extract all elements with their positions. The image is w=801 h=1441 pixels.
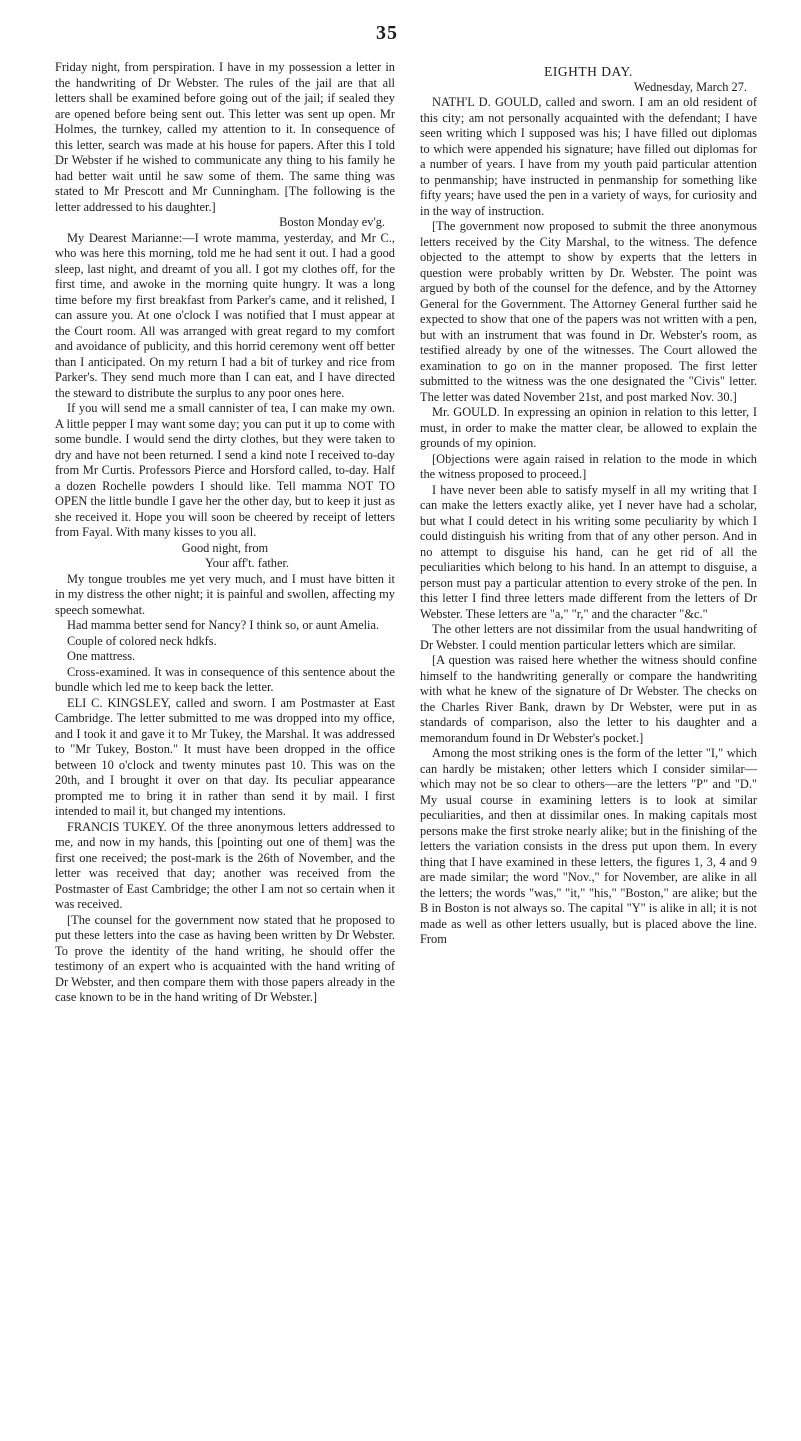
paragraph: Cross-examined. It was in consequence of this sentence about the bundle which led me to keep back the letter. xyxy=(55,664,395,694)
paragraph: Friday night, from perspiration. I have in my possession a letter in the handwriting of Dr Webster. The rules of the jail are that all letters shall be examined before going out of the jail; if sealed they are opened before being sent out. This letter was sent up open. Mr Holmes, the turnkey, called my attention to it. In consequence of this letter, search was made at his house for papers. After this I told Dr Webster if he wished to communicate any thing to his family he had better wait until he saw some of them. The same thing was stated to Mr Prescott and Mr Cunningham. [The following is the letter addressed to his daughter.] xyxy=(55,60,395,214)
paragraph: The other letters are not dissimilar from the usual handwriting of Dr Webster. I could mention particular letters which are similar. xyxy=(420,622,757,652)
letter-body: My Dearest Marianne:—I wrote mamma, yesterday, and Mr C., who was here this morning, told me he had sent it out. I had a good sleep, last night, and dreamt of you all. I got my clothes off, for the first time, and awoke in the morning quite hungry. It was a long time before my first breakfast from Parker's came, and it relished, I can assure you. At one o'clock I was notified that I must appear at the Court room. All was arranged with great regard to my comfort and avoidance of publicity, and this horrid ceremony went off better than I anticipated. On my return I had a bit of turkey and rice from Parker's. They send much more than I can eat, and I have directed the steward to distribute the surplus to any poor ones here. xyxy=(55,230,395,400)
letter-postscript: Couple of colored neck hdkfs. xyxy=(67,633,217,648)
letter-postscript: One mattress. xyxy=(67,649,136,663)
paragraph: [The counsel for the government now stated that he proposed to put these letters into the case as having been written by Dr Webster. To prove the identity of the hand writing, he should offer the testimony of an expert who is acquainted with the hand writing of Dr Webster, and then compare them with those papers already in the case known to be in the hand writing of Dr Webster.] xyxy=(55,912,395,1004)
paragraph: NATH'L D. GOULD, called and sworn. I am an old resident of this city; am not personally acquainted with the defendant; I have seen writing which I supposed was his; I have filled out diplomas to which were appended his signature; have filled out diplomas for a number of years. I have from my youth paid particular attention to penmanship; have instructed in penmanship for something like fifty years; have used the pen in a variety of ways, for curiosity and in the way of instruction. xyxy=(420,95,757,218)
letter-body: If you will send me a small cannister of tea, I can make my own. A little pepper I may want some day; you can put it up to come with some bundle. I would send the dirty clothes, but they were taken to dry and have not been returned. I send a kind note I received to-day from Mr Curtis. Professors Pierce and Horsford called, to-day. Half a dozen Rochelle powders I should like. Tell mamma NOT TO OPEN the little bundle I gave her the other day, but to keep it just as she received it. Hope you will soon be cheered by receipt of letters from Fayal. With many kisses to you all. xyxy=(55,401,395,539)
letter-closing: Good night, from xyxy=(181,540,269,555)
paragraph: ELI C. KINGSLEY, called and sworn. I am Postmaster at East Cambridge. The letter submitted to me was dropped into my office, and I took it and gave it to Mr Tukey, the Marshal. It was addressed to "Mr Tukey, Boston." It must have been dropped in the office between 10 o'clock and twenty minutes past 10. This was on the 20th, and I brought it over on that day. Its peculiar appearance prompted me to bring it in rather than send it by mail. I first intended to mail it, but changed my intentions. xyxy=(55,695,395,818)
letter-postscript: Had mamma better send for Nancy? I think so, or aunt Amelia. xyxy=(67,618,380,632)
left-column xyxy=(55,60,395,1006)
letter-postscript: My tongue troubles me yet very much, and I must have bitten it in my distress the other night; it is painful and swollen, affecting my speech somewhat. xyxy=(55,571,395,617)
paragraph: Mr. GOULD. In expressing an opinion in relation to this letter, I must, in order to make the matter clear, be allowed to explain the grounds of my opinion. xyxy=(420,405,757,450)
paragraph: I have never been able to satisfy myself in all my writing that I can make the letters exactly alike, yet I never have had a scholar, but what I could detect in his writing some peculiarity by which I could distinguish his writing from that of any other person. And in no attempt to disguise his hand, can he get rid of all the peculiarities which belong to his hand. In an attempt to disguise, a person must pay a particular attention to every stroke of the pen. In this letter I find three letters made different from the letters of Dr Webster. These letters are "a," "r," and the character "&c." xyxy=(420,482,757,621)
page-number: 35 xyxy=(376,22,398,44)
letter-signature: Your aff't. father. xyxy=(205,556,290,570)
paragraph: [A question was raised here whether the witness should confine himself to the handwriting generally or compare the handwriting with what he knew of the signature of Dr Webster. The checks on the Charles River Bank, drawn by Dr Webster, were put in as standards of comparison, also the letter to his daughter and a memorandum found in Dr Webster's pocket.] xyxy=(420,653,757,745)
paragraph: [Objections were again raised in relation to the mode in which the witness proposed to proceed.] xyxy=(420,451,757,481)
section-dateline: Wednesday, March 27. xyxy=(633,79,747,94)
paragraph: Among the most striking ones is the form of the letter "I," which can hardly be mistaken; other letters which I consider similar—which may not be so clear to others—are the letters "P" and "D." My usual course in examining letters is to look at similar peculiarities, and then at dissimilar ones. In making capitals most persons make the first stroke nearly alike; but in the finishing of the letters the variation consists in the dress put upon them. In every thing that I have examined in these letters, the figures 1, 3, 4 and 9 are made similar; the word "Nov.," for November, are alike in all the letters; the words "was," "it," "his," "Boston," are alike; but the B in Boston is not always so. The capital "Y" is alike in all; it is not made as well as other letters usually, but is placed above the line. From xyxy=(420,746,757,946)
paragraph: FRANCIS TUKEY. Of the three anonymous letters addressed to me, and now in my hands, this [pointing out one of them] was the first one received; the post-mark is the 26th of November, and the letter was received that day; another was received from the Postmaster of East Cambridge; the other I am not so certain when it was received. xyxy=(55,819,395,911)
right-column xyxy=(420,60,757,948)
paragraph: [The government now proposed to submit the three anonymous letters received by the City Marshal, to the witness. The defence objected to the attempt to show by experts that the letters in question were probably written by Dr. Webster. The point was argued by both of the counsel for the defence, and by the Attorney General for the Government. The Attorney General further said he expected to show that one of the papers was not written with a pen, but with an instrument that was found in Dr. Webster's room, as testified already by one of the witnesses. The Court allowed the examination to go on in the manner proposed. The first letter submitted to the witness was the one designated the "Civis" letter. The letter was dated November 21st, and post marked Nov. 30.] xyxy=(420,219,757,404)
letter-dateline: Boston Monday ev'g. xyxy=(279,215,385,229)
section-heading: EIGHTH DAY. xyxy=(544,64,633,79)
